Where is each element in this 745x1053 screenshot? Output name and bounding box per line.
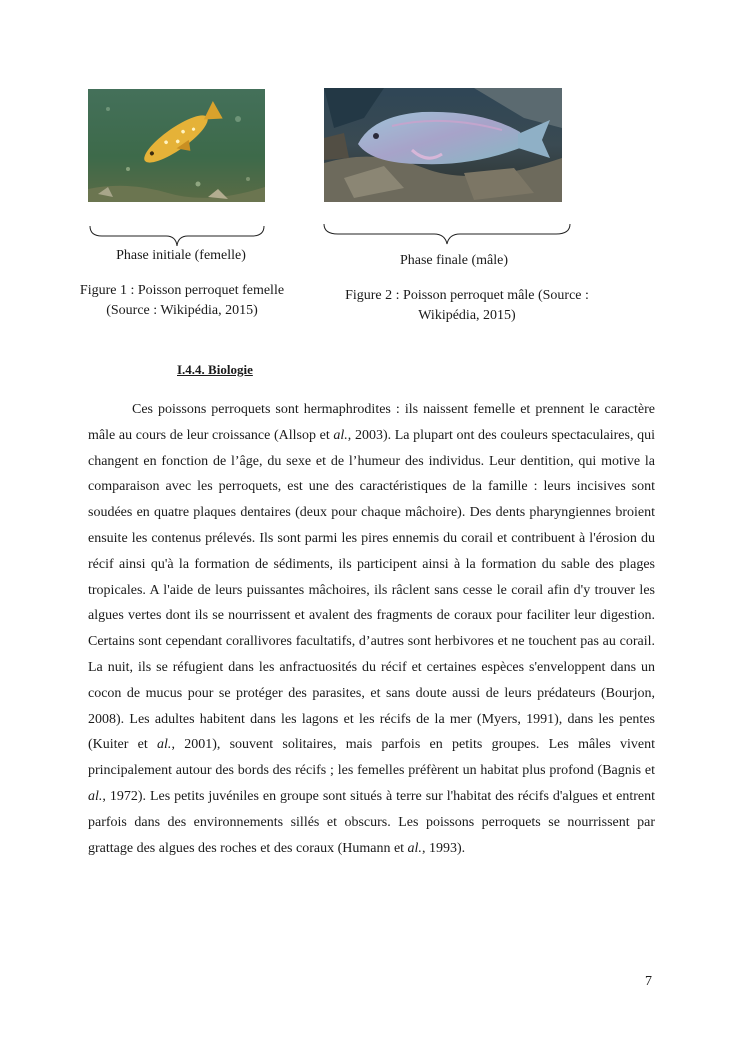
section-heading: I.4.4. Biologie	[177, 362, 253, 377]
figure-1-caption-line-2: (Source : Wikipédia, 2015)	[106, 303, 258, 318]
figure-2-caption-line-1: Figure 2 : Poisson perroquet mâle (Source :	[345, 288, 589, 303]
citation-al-2: al.	[157, 737, 172, 753]
citation-al-4: al.	[407, 840, 422, 856]
paragraph-text-2: , 2003). La plupart ont des couleurs spectaculaires, qui changent en fonction de l’âge, du sexe et de l’humeur des individus. Leur dentition, qui motive la comparaison avec les perroquets, est une des caractéristiques de la famille : leurs incisives sont soudées en quatre plaques dentaires (deux pour chaque mâchoire). Des dents pharyngiennes broient ensuite les contenus prélevés. Ils sont parmi les pires ennemis du corail et contribuent à l'érosion du récif ainsi qu'à la formation de sédiments, ils participent ainsi à la formation du sable des plages tropicales. A l'aide de leurs puissantes mâchoires, ils râclent sans cesse le corail afin d'y trouver les algues vertes dont ils se nourrissent et avalent des fragments de coraux pour faciliter leur digestion. Certains sont cependant corallivores facultatifs, d’autres sont herbivores et ne touchent pas au corail. La nuit, ils se réfugient dans les anfractuosités du récif et certaines espèces s'enveloppent dans un cocon de mucus pour se protéger des parasites, et sans doute aussi de leurs prédateurs (Bourjon, 2008). Les adultes habitent dans les lagons et les récifs de la mer (Myers, 1991), dans les pentes (Kuiter et	[88, 427, 655, 753]
figure-2-phase-label: Phase finale (mâle)	[399, 253, 509, 268]
citation-al-1: al.	[333, 427, 348, 443]
figure-1-photo	[88, 89, 265, 202]
paragraph-text-3: , 2001), souvent solitaires, mais parfois en petits groupes. Les mâles vivent principalement autour des bords des récifs ; les femelles préfèrent un habitat plus profond (Bagnis et	[88, 737, 656, 779]
figure-1-brace	[88, 224, 266, 250]
body-paragraph	[88, 397, 655, 861]
citation-al-3: al.	[88, 788, 103, 804]
figure-1-phase-label: Phase initiale (femelle)	[116, 248, 246, 263]
figure-2-brace	[322, 222, 572, 248]
page-number: 7	[645, 974, 652, 989]
figure-2-caption-line-2: Wikipédia, 2015)	[418, 308, 516, 323]
paragraph-text-1: Ces poissons perroquets sont hermaphrodites : ils naissent femelle et prennent le caractère mâle au cours de leur croissance (Allsop et	[88, 402, 655, 443]
figure-2-caption	[322, 286, 612, 326]
paragraph-text-5: , 1993).	[421, 840, 466, 856]
paragraph-text-4: , 1972). Les petits juvéniles en groupe sont situés à terre sur l'habitat des récifs d'algues et entrent parfois dans des environnements sillés et obscurs. Les poissons perroquets se nourrissent par grattage des algues des roches et des coraux (Humann et	[88, 788, 655, 856]
figure-1-caption-line-1: Figure 1 : Poisson perroquet femelle	[79, 283, 285, 298]
figure-2-photo	[324, 88, 562, 202]
figure-1-caption	[62, 281, 302, 321]
